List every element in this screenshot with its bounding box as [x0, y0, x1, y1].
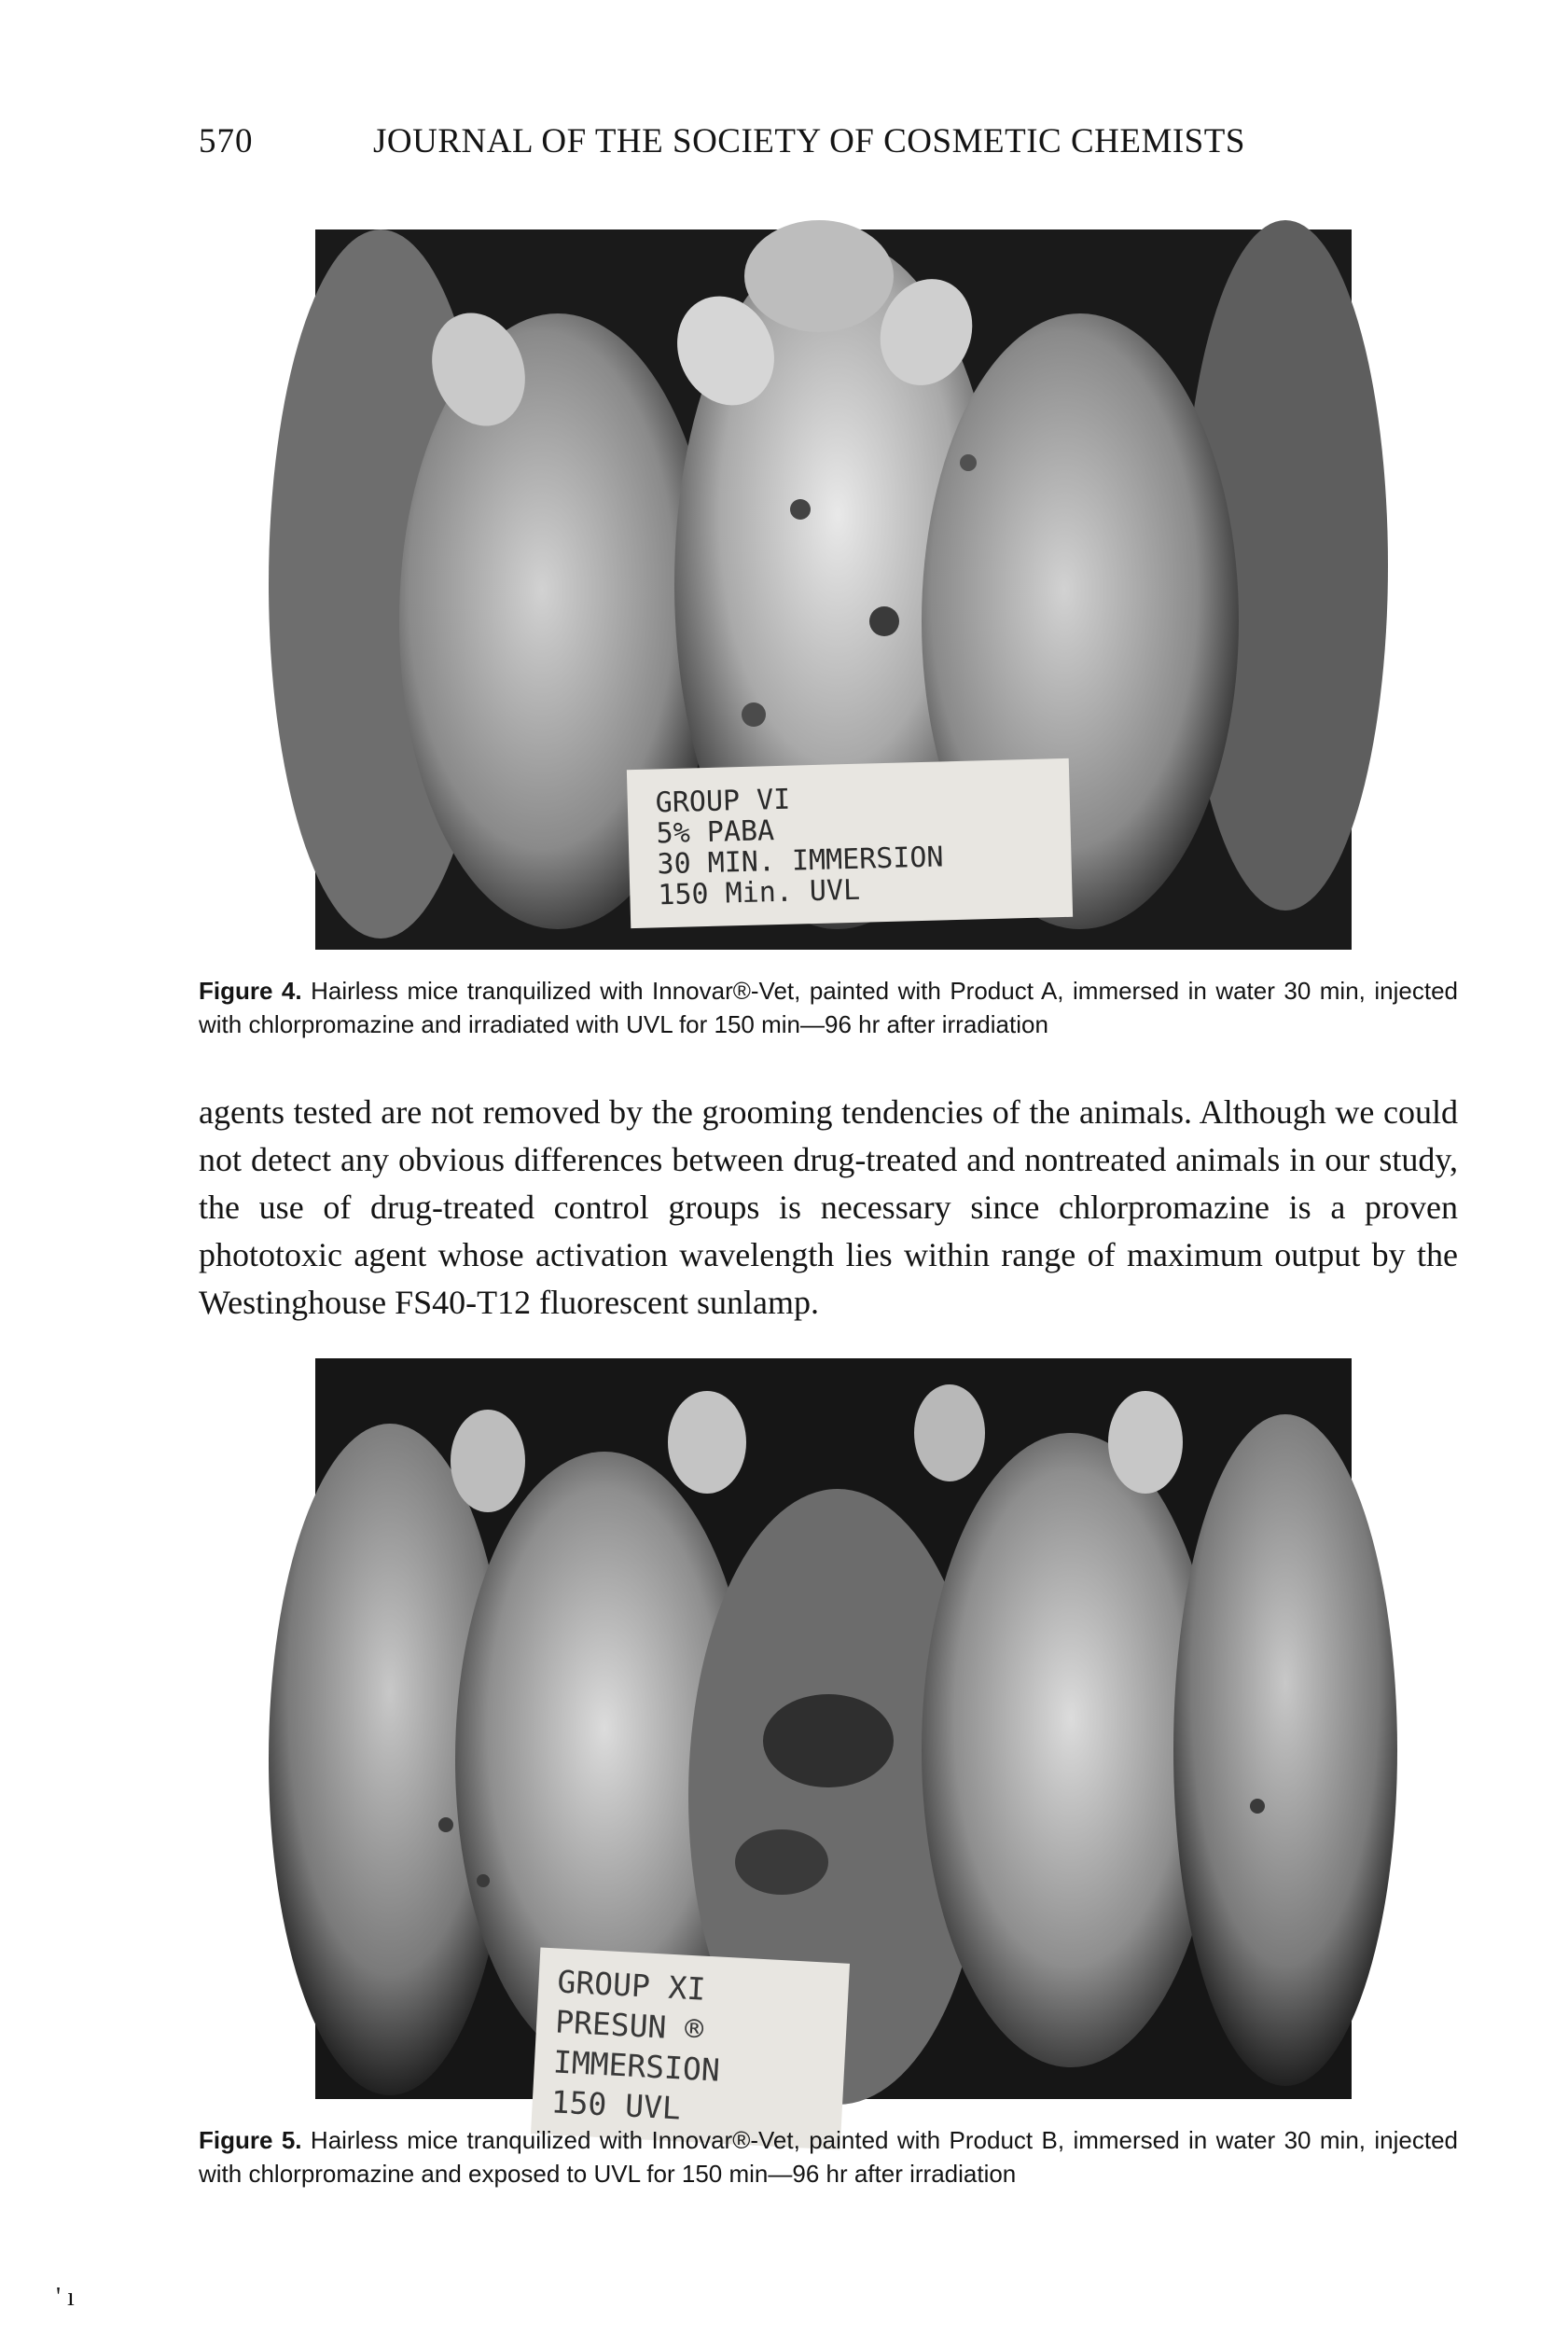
corner-mark: ' ı	[56, 2283, 75, 2312]
figure-4-caption	[199, 974, 1458, 1041]
figure-5-caption-text: Hairless mice tranquilized with Innovar®-Vet, painted with Product B, immersed in water 30 min, injected with chlorpromazine and exposed to UVL for 150 min—96 hr after irradiation	[199, 2126, 1459, 2188]
figure-5-label-card	[531, 1947, 850, 2149]
body-paragraph: agents tested are not removed by the grooming tendencies of the animals. Although we could not detect any obvious differences between drug-treated and nontreated animals in our study, the use of drug-treated control groups is necessary since chlorpromazine is a proven phototoxic agent whose activation wavelength lies within range of maximum output by the Westinghouse FS40-T12 fluorescent sunlamp.	[199, 1093, 1458, 1321]
figure-5-caption	[199, 2123, 1458, 2190]
card5-line-2: PRESUN ®	[554, 2003, 705, 2048]
figure-5-label: Figure 5.	[199, 2126, 302, 2154]
card5-line-4: 150 UVL	[549, 2083, 682, 2127]
card4-line-3: 30 MIN. IMMERSION	[657, 841, 944, 882]
figure-4-label-card	[627, 758, 1073, 928]
page-number: 570	[199, 122, 254, 160]
card4-line-4: 150 Min. UVL	[657, 873, 861, 912]
figure-5-photo	[315, 1358, 1352, 2127]
journal-title: JOURNAL OF THE SOCIETY OF COSMETIC CHEMISTS	[373, 122, 1245, 160]
figure-4-label: Figure 4.	[199, 977, 302, 1005]
figure-4-photo	[315, 229, 1352, 950]
figure-4-caption-text: Hairless mice tranquilized with Innovar®-Vet, painted with Product A, immersed in water 30 min, injected with chlorpromazine and irradiated with UVL for 150 min—96 hr after irradiation	[199, 977, 1458, 1038]
card4-line-2: 5% PABA	[656, 814, 775, 851]
card4-line-1: GROUP VI	[655, 783, 791, 820]
card5-line-1: GROUP XI	[556, 1963, 707, 2008]
card5-line-3: IMMERSION	[552, 2043, 721, 2089]
